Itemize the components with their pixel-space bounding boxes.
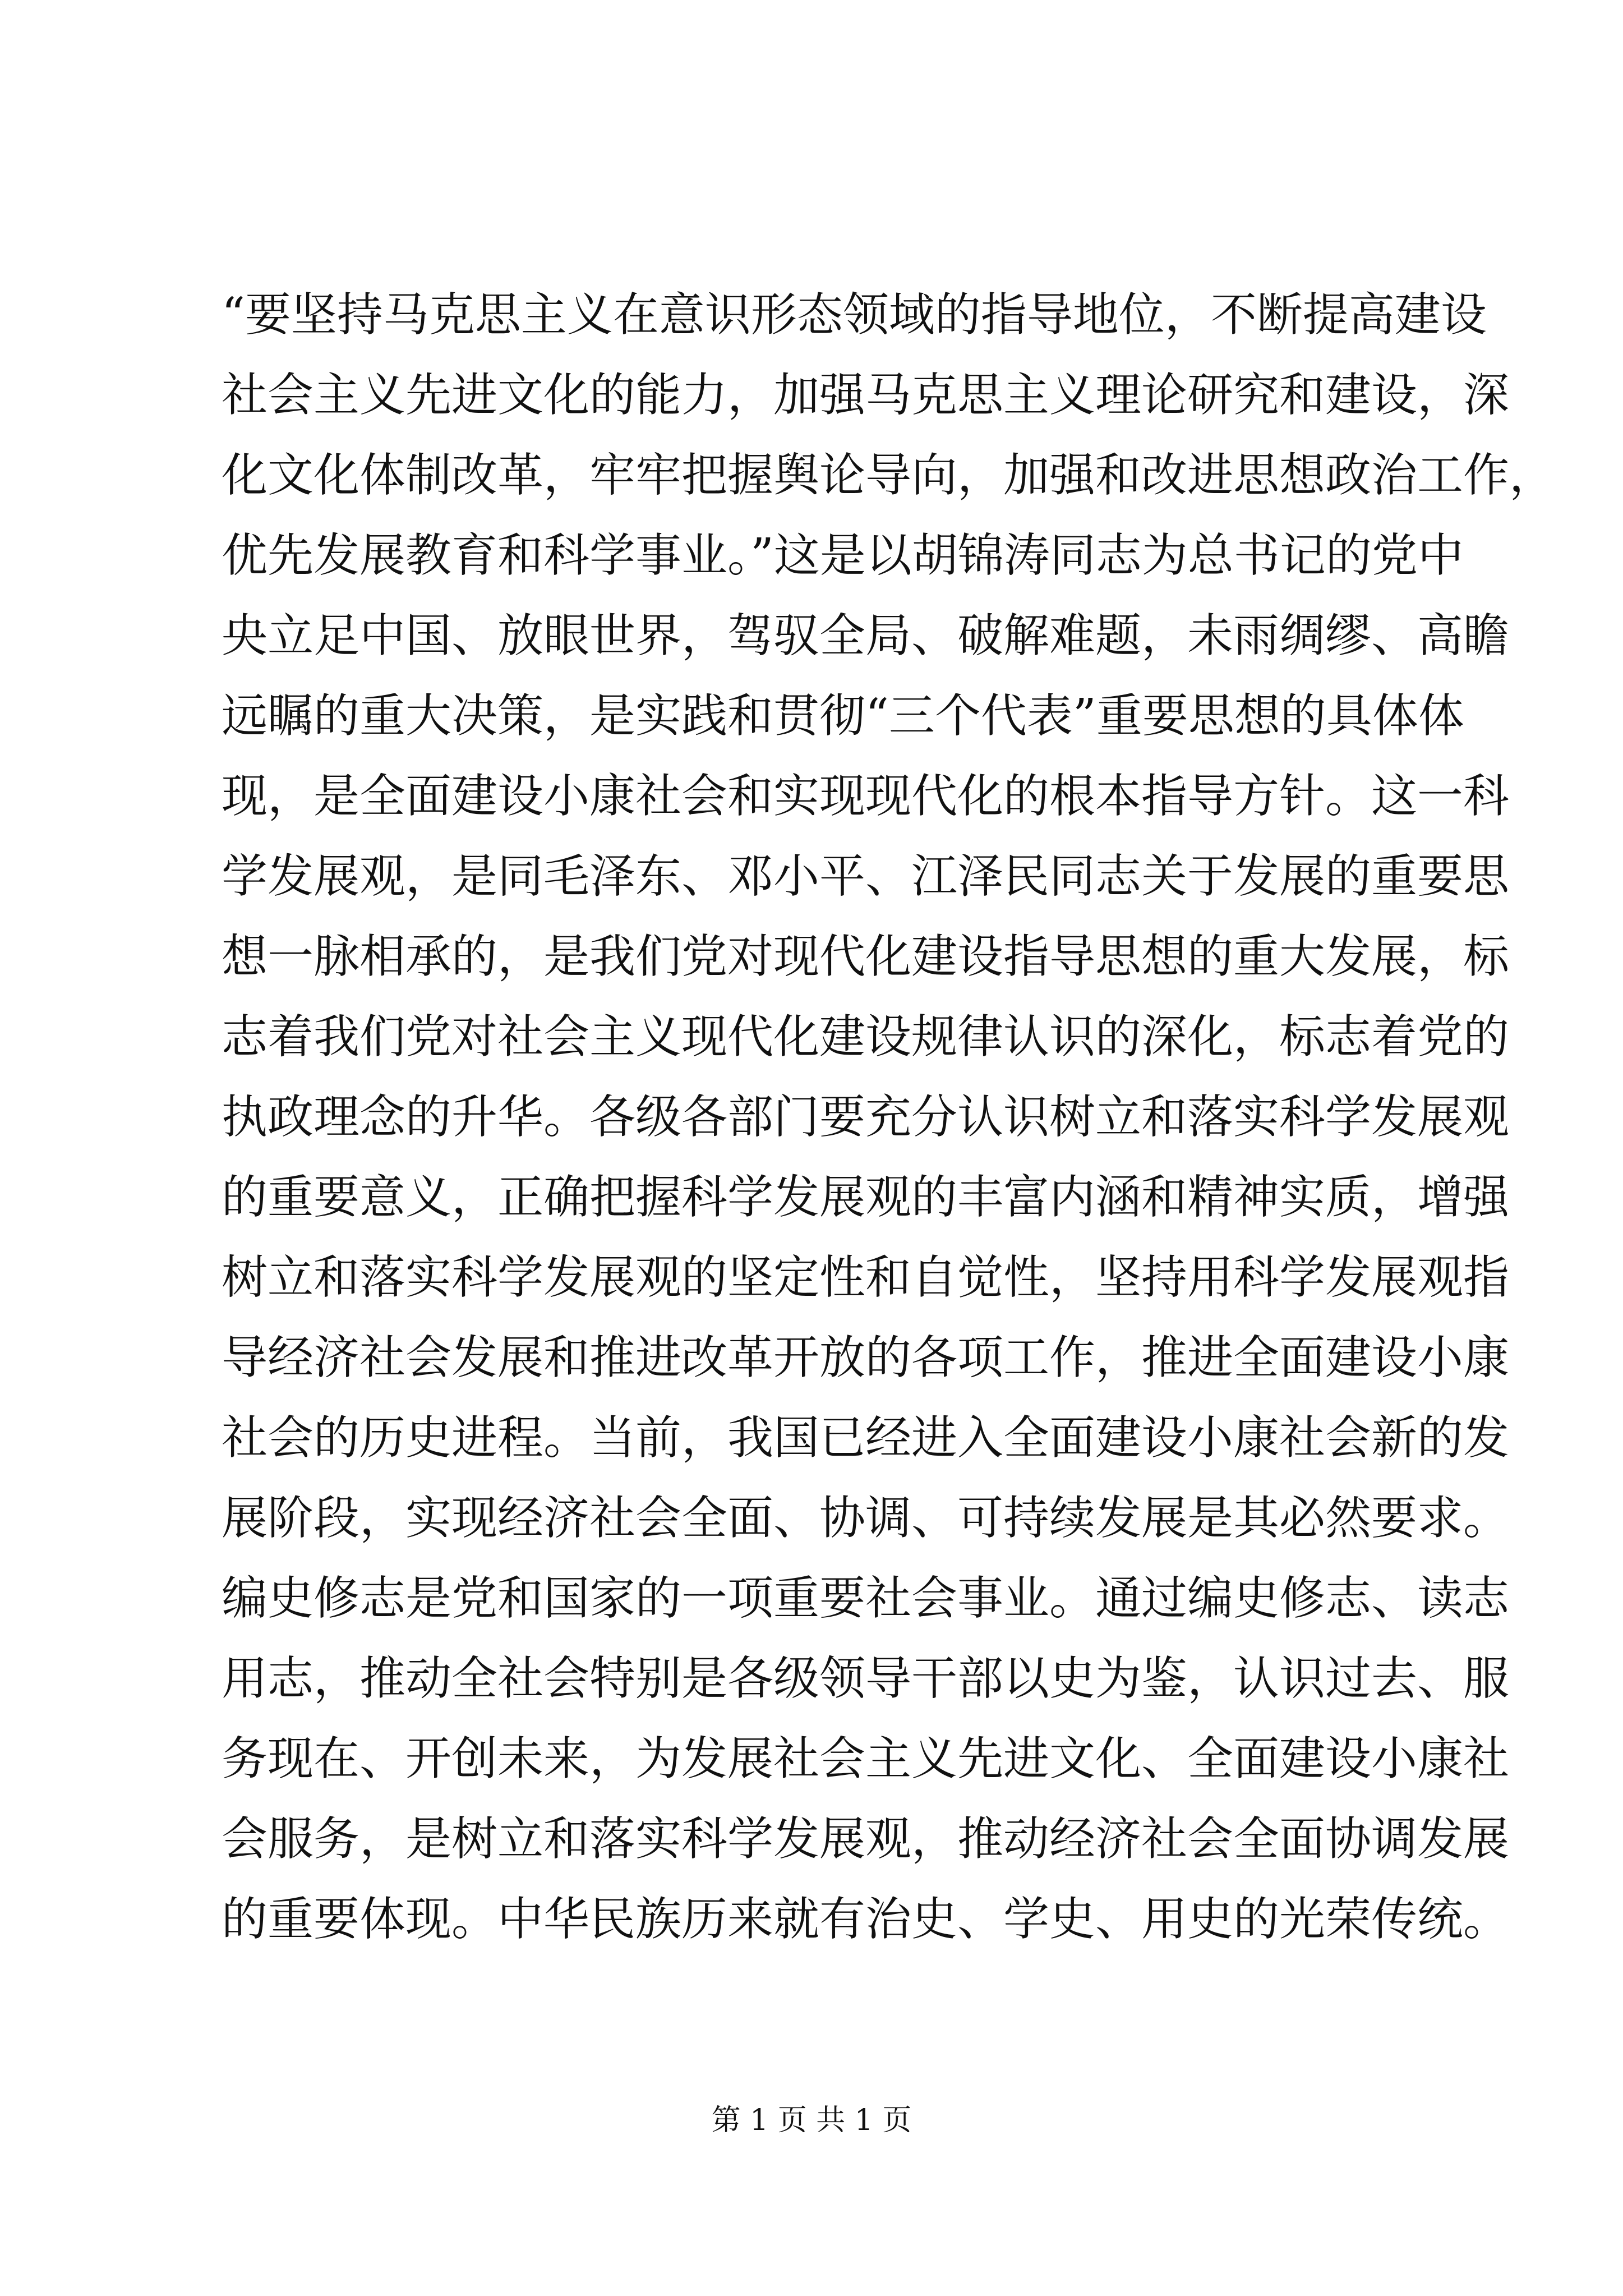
text-line: 优先发展教育和科学事业。”这是以胡锦涛同志为总书记的党中 bbox=[222, 529, 1464, 582]
text-line: 想一脉相承的，是我们党对现代化建设指导思想的重大发展，标 bbox=[222, 930, 1510, 983]
text-line: 社会主义先进文化的能力，加强马克思主义理论研究和建设，深 bbox=[222, 369, 1510, 422]
text-line: 编史修志是党和国家的一项重要社会事业。通过编史修志、读志 bbox=[222, 1572, 1510, 1625]
text-line: 社会的历史进程。当前，我国已经进入全面建设小康社会新的发 bbox=[222, 1411, 1510, 1465]
text-line: 树立和落实科学发展观的坚定性和自觉性，坚持用科学发展观指 bbox=[222, 1251, 1510, 1304]
text-line: 导经济社会发展和推进改革开放的各项工作，推进全面建设小康 bbox=[222, 1331, 1510, 1384]
text-line: 的重要体现。中华民族历来就有治史、学史、用史的光荣传统。 bbox=[222, 1893, 1510, 1946]
text-line: 的重要意义，正确把握科学发展观的丰富内涵和精神实质，增强 bbox=[222, 1171, 1510, 1224]
text-line: 展阶段，实现经济社会全面、协调、可持续发展是其必然要求。 bbox=[222, 1492, 1510, 1545]
text-line: 央立足中国、放眼世界，驾驭全局、破解难题，未雨绸缪、高瞻 bbox=[222, 609, 1510, 662]
body-paragraph bbox=[222, 275, 1556, 1959]
text-line: 远瞩的重大决策，是实践和贯彻“三个代表”重要思想的具体体 bbox=[222, 689, 1464, 743]
text-line: 现，是全面建设小康社会和实现现代化的根本指导方针。这一科 bbox=[222, 770, 1510, 823]
text-line: 务现在、开创未来，为发展社会主义先进文化、全面建设小康社 bbox=[222, 1732, 1510, 1786]
text-line: 学发展观，是同毛泽东、邓小平、江泽民同志关于发展的重要思 bbox=[222, 850, 1510, 903]
text-line: 化文化体制改革，牢牢把握舆论导向，加强和改进思想政治工作， bbox=[222, 449, 1556, 502]
text-line: 会服务，是树立和落实科学发展观，推动经济社会全面协调发展 bbox=[222, 1812, 1510, 1866]
page-number-footer: 第 1 页 共 1 页 bbox=[711, 2104, 912, 2137]
text-line: “要坚持马克思主义在意识形态领域的指导地位，不断提高建设 bbox=[222, 288, 1487, 342]
text-line: 志着我们党对社会主义现代化建设规律认识的深化，标志着党的 bbox=[222, 1010, 1510, 1064]
text-line: 执政理念的升华。各级各部门要充分认识树立和落实科学发展观 bbox=[222, 1091, 1510, 1144]
text-line: 用志，推动全社会特别是各级领导干部以史为鉴，认识过去、服 bbox=[222, 1652, 1510, 1705]
